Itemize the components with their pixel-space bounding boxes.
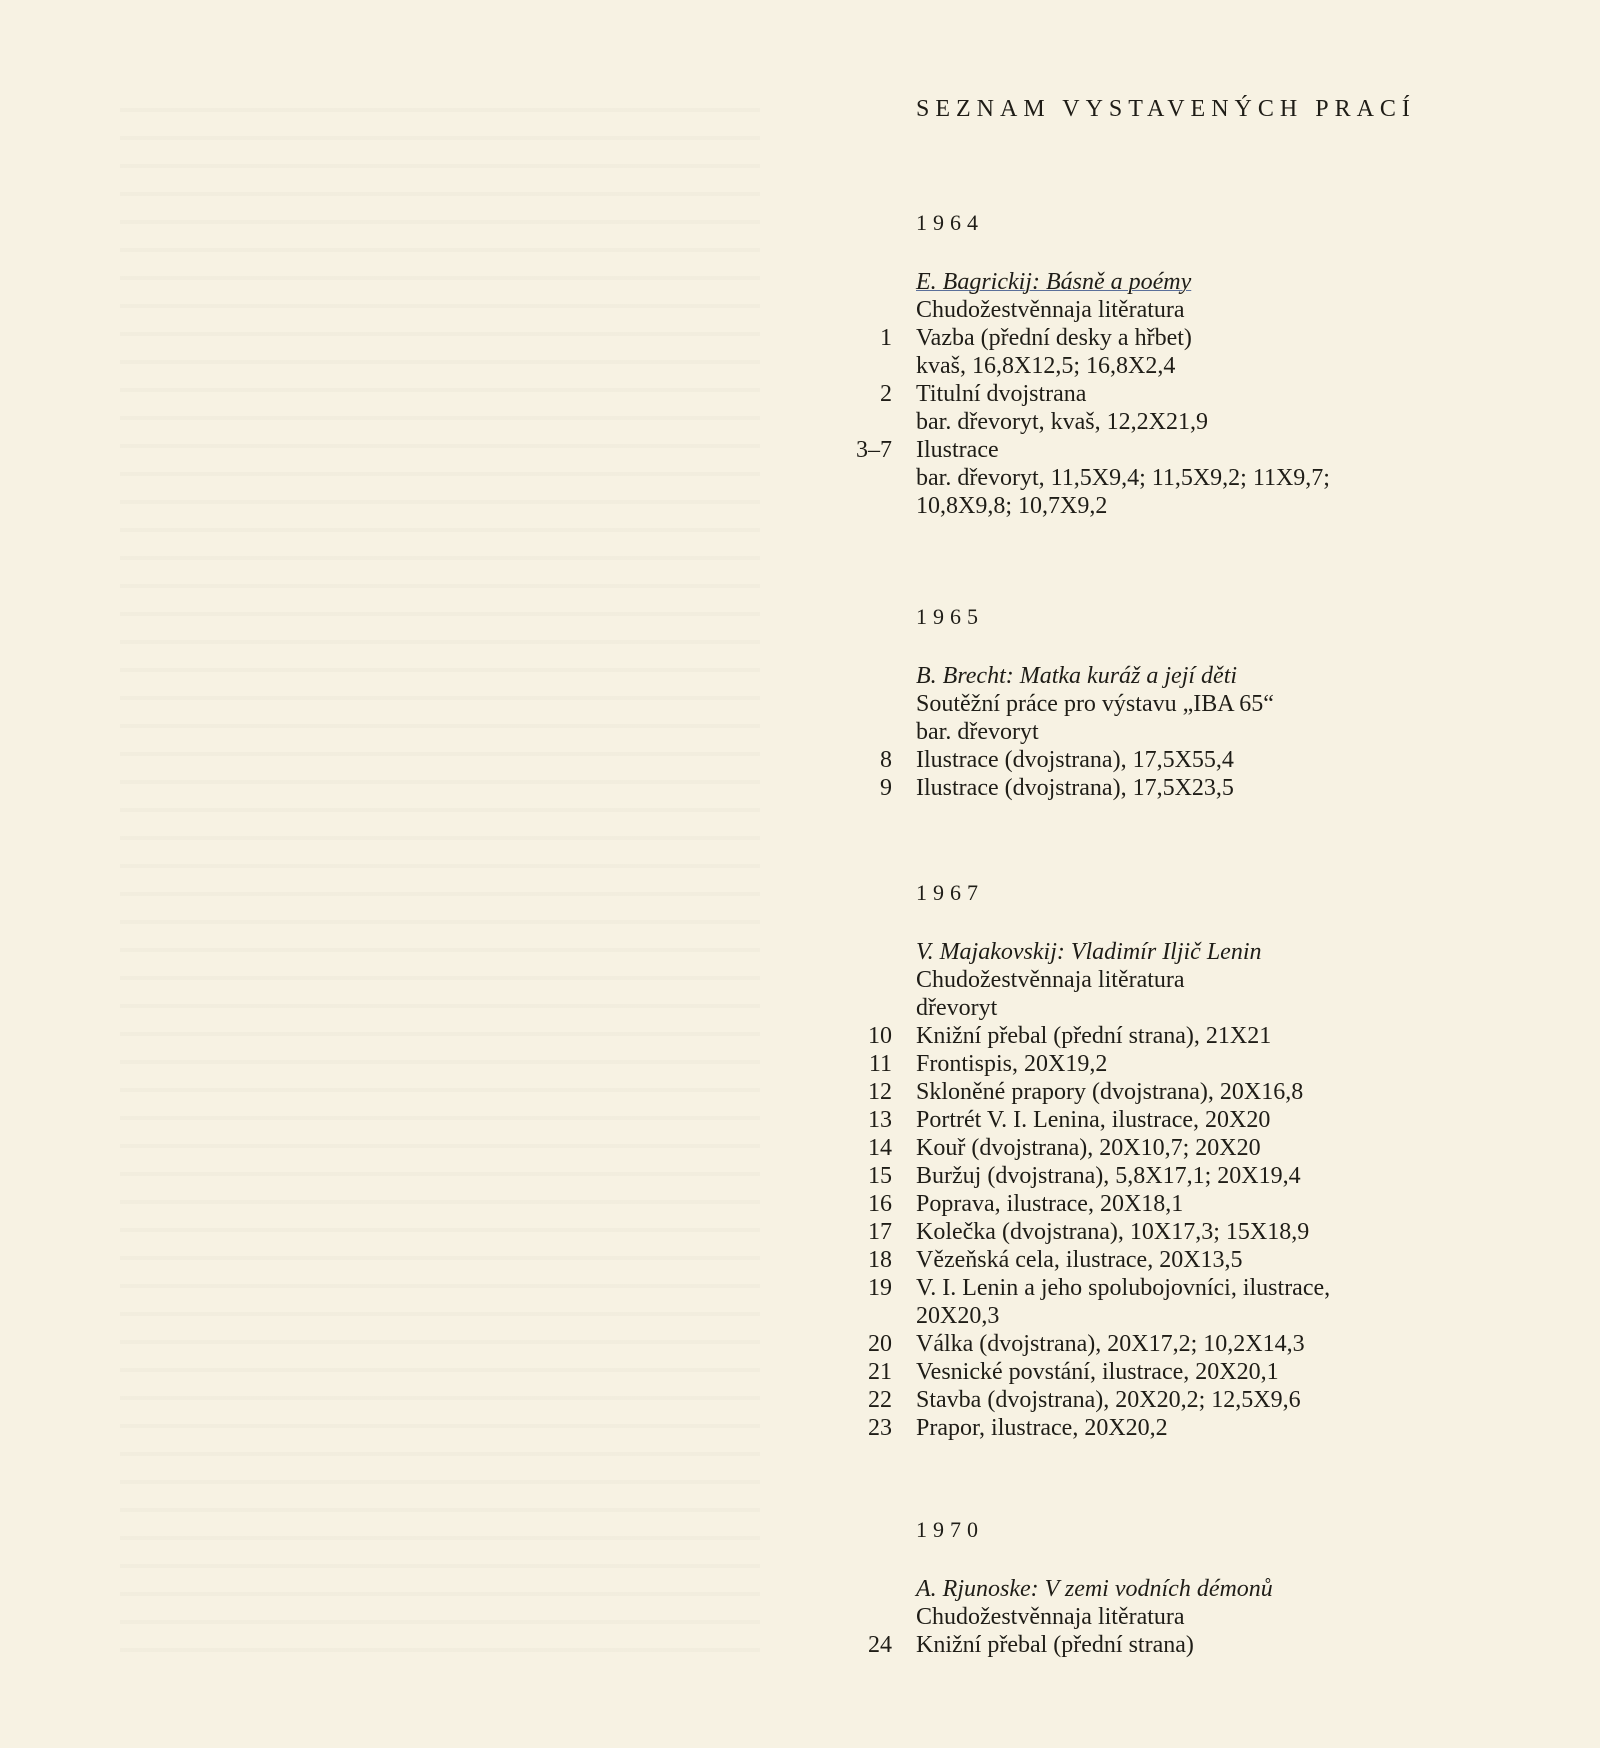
catalog-entry-detail — [840, 690, 1540, 718]
catalog-entry — [840, 436, 1540, 464]
entry-text: Vězeňská cela, ilustrace, 20X13,5 — [916, 1247, 1243, 1273]
catalog-entry-detail — [840, 1302, 1540, 1330]
entry-text: Soutěžní práce pro výstavu „IBA 65“ — [916, 691, 1274, 717]
section-1965 — [840, 604, 1540, 802]
entry-number: 14 — [868, 1135, 892, 1161]
entry-number — [840, 352, 916, 380]
entry-number: 11 — [868, 1051, 892, 1077]
entry-text: Chudožestvěnnaja litěratura — [916, 1604, 1185, 1630]
entry-number — [840, 1302, 916, 1330]
catalog-entry — [840, 774, 1540, 802]
catalog-entry — [840, 1134, 1540, 1162]
entry-text: Kouř (dvojstrana), 20X10,7; 20X20 — [916, 1135, 1261, 1161]
entry-number: 19 — [868, 1275, 892, 1301]
entry-number: 8 — [880, 747, 892, 773]
page-title: SEZNAM VYSTAVENÝCH PRACÍ — [916, 96, 1416, 122]
entry-text: 10,8X9,8; 10,7X9,2 — [916, 493, 1108, 519]
entry-number — [840, 296, 916, 324]
entry-text: Poprava, ilustrace, 20X18,1 — [916, 1191, 1184, 1217]
entry-number: 23 — [868, 1415, 892, 1441]
section-year: 1964 — [916, 210, 984, 235]
catalog-entry-detail — [840, 718, 1540, 746]
catalog-entry — [840, 380, 1540, 408]
entry-number: 9 — [880, 775, 892, 801]
catalog-entry-detail — [840, 1603, 1540, 1631]
catalog-entry — [840, 1162, 1540, 1190]
section-lines — [840, 662, 1540, 802]
entry-number: 22 — [868, 1387, 892, 1413]
catalog-entry — [840, 1358, 1540, 1386]
catalog-entry — [840, 1022, 1540, 1050]
entry-text: Ilustrace — [916, 437, 999, 463]
book-title: E. Bagrickij: Básně a poémy — [916, 269, 1192, 295]
entry-number — [840, 1575, 916, 1603]
catalog-entry-detail — [840, 268, 1540, 296]
section-1964 — [840, 210, 1540, 520]
book-title: B. Brecht: Matka kuráž a její děti — [916, 663, 1238, 689]
entry-text: Chudožestvěnnaja litěratura — [916, 967, 1185, 993]
entry-number: 15 — [868, 1163, 892, 1189]
catalog-entry — [840, 1190, 1540, 1218]
entry-text: Stavba (dvojstrana), 20X20,2; 12,5X9,6 — [916, 1387, 1301, 1413]
catalog-entry — [840, 324, 1540, 352]
entry-number: 12 — [868, 1079, 892, 1105]
entry-text: bar. dřevoryt, 11,5X9,4; 11,5X9,2; 11X9,7; — [916, 465, 1330, 491]
catalog-entry — [840, 1414, 1540, 1442]
entry-number — [840, 994, 916, 1022]
entry-text: Skloněné prapory (dvojstrana), 20X16,8 — [916, 1079, 1304, 1105]
entry-text: Prapor, ilustrace, 20X20,2 — [916, 1415, 1168, 1441]
catalog-entry — [840, 1218, 1540, 1246]
entry-text: kvaš, 16,8X12,5; 16,8X2,4 — [916, 353, 1176, 379]
catalog-entry-detail — [840, 296, 1540, 324]
entry-number — [840, 690, 916, 718]
section-1967 — [840, 880, 1540, 1442]
entry-number: 24 — [868, 1632, 892, 1658]
entry-number: 21 — [868, 1359, 892, 1385]
entry-text: Buržuj (dvojstrana), 5,8X17,1; 20X19,4 — [916, 1163, 1301, 1189]
entry-text: Knižní přebal (přední strana), 21X21 — [916, 1023, 1272, 1049]
entry-text: Portrét V. I. Lenina, ilustrace, 20X20 — [916, 1107, 1271, 1133]
catalog-entry-detail — [840, 966, 1540, 994]
catalog-entry — [840, 1330, 1540, 1358]
entry-text: Chudožestvěnnaja litěratura — [916, 297, 1185, 323]
entry-text: Frontispis, 20X19,2 — [916, 1051, 1108, 1077]
catalog-entry-detail — [840, 938, 1540, 966]
catalog-entry-detail — [840, 1575, 1540, 1603]
entry-text: Vesnické povstání, ilustrace, 20X20,1 — [916, 1359, 1279, 1385]
entry-number — [840, 718, 916, 746]
book-title: A. Rjunoske: V zemi vodních démonů — [916, 1576, 1273, 1602]
entry-number — [840, 268, 916, 296]
entry-text: bar. dřevoryt, kvaš, 12,2X21,9 — [916, 409, 1208, 435]
entry-number — [840, 966, 916, 994]
bleed-through-left-page — [120, 90, 760, 1670]
entry-number — [840, 408, 916, 436]
entry-number: 1 — [880, 325, 892, 351]
entry-number — [840, 492, 916, 520]
entry-number: 20 — [868, 1331, 892, 1357]
section-1970 — [840, 1517, 1540, 1659]
entry-text: Válka (dvojstrana), 20X17,2; 10,2X14,3 — [916, 1331, 1305, 1357]
entry-number: 13 — [868, 1107, 892, 1133]
section-lines — [840, 268, 1540, 520]
entry-number — [840, 938, 916, 966]
entry-text: dřevoryt — [916, 995, 998, 1021]
entry-text: bar. dřevoryt — [916, 719, 1039, 745]
catalog-entry — [840, 1050, 1540, 1078]
entry-text: Knižní přebal (přední strana) — [916, 1632, 1194, 1658]
book-title: V. Majakovskij: Vladimír Iljič Lenin — [916, 939, 1262, 965]
section-lines — [840, 1575, 1540, 1659]
entry-text: Kolečka (dvojstrana), 10X17,3; 15X18,9 — [916, 1219, 1310, 1245]
entry-text: Ilustrace (dvojstrana), 17,5X23,5 — [916, 775, 1234, 801]
entry-number: 10 — [868, 1023, 892, 1049]
section-lines — [840, 938, 1540, 1442]
catalog-entry-detail — [840, 352, 1540, 380]
entry-text: V. I. Lenin a jeho spolubojovníci, ilustrace, — [916, 1275, 1331, 1301]
section-year: 1965 — [916, 604, 984, 629]
section-year: 1970 — [916, 1517, 984, 1542]
catalog-entry-detail — [840, 492, 1540, 520]
entry-number — [840, 464, 916, 492]
catalog-entry-detail — [840, 464, 1540, 492]
catalog-entry — [840, 1274, 1540, 1302]
entry-text: Vazba (přední desky a hřbet) — [916, 325, 1192, 351]
entry-number: 3–7 — [856, 437, 892, 463]
entry-number: 2 — [880, 381, 892, 407]
catalog-entry — [840, 1106, 1540, 1134]
entry-number: 18 — [868, 1247, 892, 1273]
entry-number — [840, 1603, 916, 1631]
catalog-entry — [840, 1631, 1540, 1659]
entry-text: 20X20,3 — [916, 1303, 1000, 1329]
catalog-entry-detail — [840, 408, 1540, 436]
catalog-entry-detail — [840, 994, 1540, 1022]
entry-number — [840, 662, 916, 690]
catalog-entry — [840, 746, 1540, 774]
catalog-entry-detail — [840, 662, 1540, 690]
entry-number: 17 — [868, 1219, 892, 1245]
entry-text: Ilustrace (dvojstrana), 17,5X55,4 — [916, 747, 1234, 773]
catalog-entry — [840, 1246, 1540, 1274]
section-year: 1967 — [916, 880, 984, 905]
catalog-entry — [840, 1078, 1540, 1106]
entry-text: Titulní dvojstrana — [916, 381, 1087, 407]
catalog-entry — [840, 1386, 1540, 1414]
entry-number: 16 — [868, 1191, 892, 1217]
